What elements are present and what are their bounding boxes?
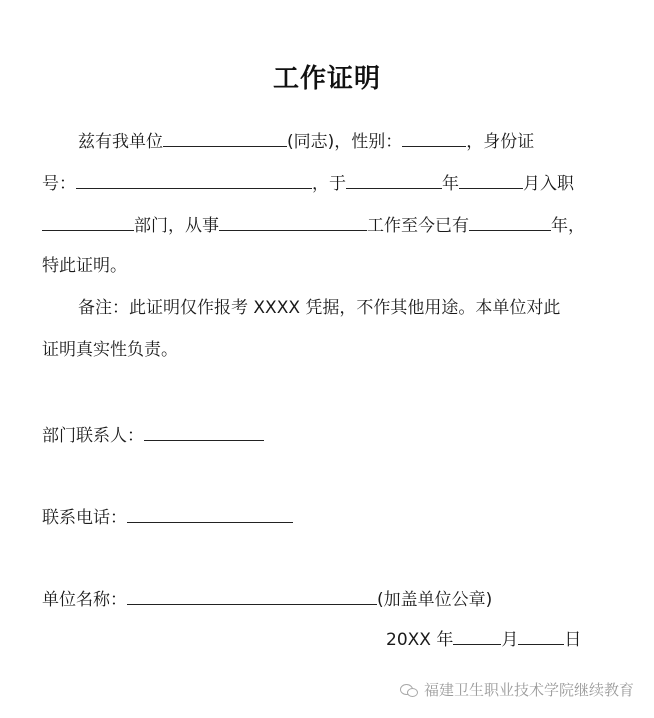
contact-phone-blank[interactable] xyxy=(127,504,293,523)
work-type-blank[interactable] xyxy=(219,212,367,231)
date-month: 月 xyxy=(501,630,519,650)
id-label-end: 号： xyxy=(42,174,76,194)
entry-month-blank[interactable] xyxy=(459,170,523,189)
contact-person-blank[interactable] xyxy=(144,422,264,441)
note-text: 备注：此证明仅作报考 XXXX 凭据，不作其他用途。本单位对此 xyxy=(78,298,561,318)
years-blank[interactable] xyxy=(469,212,551,231)
note-line-2: 证明真实性负责。 xyxy=(42,340,178,360)
wechat-icon xyxy=(400,683,418,697)
document-title: 工作证明 xyxy=(272,64,381,94)
unit-name-blank[interactable] xyxy=(127,586,377,605)
id-label-start: ，身份证 xyxy=(466,132,535,152)
date-row xyxy=(386,626,581,652)
name-blank[interactable] xyxy=(163,128,287,147)
date-day: 日 xyxy=(564,630,582,650)
work-label: 工作至今已有 xyxy=(367,216,469,236)
contact-person-label: 部门联系人： xyxy=(42,426,144,446)
date-month-blank[interactable] xyxy=(453,626,501,645)
date-year: 20XX 年 xyxy=(386,630,454,650)
intro-text: 兹有我单位 xyxy=(78,132,163,152)
month-entry-label: 月入职 xyxy=(523,174,574,194)
body-line-1 xyxy=(42,128,534,154)
gender-blank[interactable] xyxy=(402,128,466,147)
id-number-blank[interactable] xyxy=(76,170,312,189)
watermark xyxy=(400,679,634,700)
body-line-4: 特此证明。 xyxy=(42,256,127,276)
comrade-gender-label: (同志)，性别： xyxy=(287,132,403,152)
entry-year-blank[interactable] xyxy=(346,170,442,189)
contact-phone-row xyxy=(42,504,293,530)
note-line-1 xyxy=(42,296,560,320)
date-day-blank[interactable] xyxy=(518,626,564,645)
year-label: 年 xyxy=(442,174,459,194)
seal-label: (加盖单位公章) xyxy=(377,590,493,610)
department-label: 部门，从事 xyxy=(134,216,219,236)
since-label: ，于 xyxy=(312,174,346,194)
body-line-2 xyxy=(42,170,574,196)
unit-name-row xyxy=(42,586,492,612)
body-line-3 xyxy=(42,212,585,238)
contact-person-row xyxy=(42,422,264,448)
years-label: 年， xyxy=(551,216,585,236)
contact-phone-label: 联系电话： xyxy=(42,508,127,528)
department-blank[interactable] xyxy=(42,212,134,231)
watermark-text: 福建卫生职业技术学院继续教育 xyxy=(423,681,634,699)
unit-name-label: 单位名称： xyxy=(42,590,127,610)
